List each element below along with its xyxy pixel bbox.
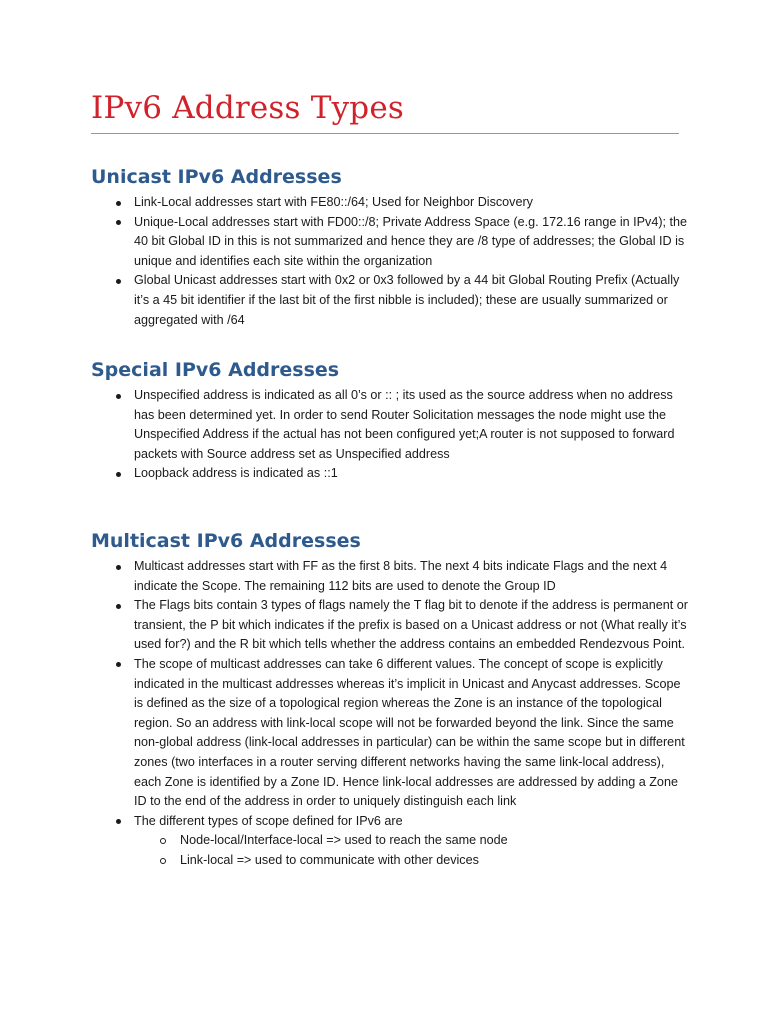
list-item: Multicast addresses start with FF as the first 8 bits. The next 4 bits indicate Flags and the next 4 indicate the Scope. The remaining 112 bits are used to denote the Group ID [134,557,691,596]
multicast-bullet-list [91,557,691,871]
special-bullet-list [91,386,691,484]
section-heading-multicast: Multicast IPv6 Addresses [91,530,361,552]
sub-list-item: Node-local/Interface-local => used to reach the same node [180,831,691,851]
list-item: Global Unicast addresses start with 0x2 or 0x3 followed by a 44 bit Global Routing Prefix (Actually it’s a 45 bit identifier if the last bit of the first nibble is included); these are usually summarized or aggregated with /64 [134,271,691,330]
section-heading-unicast: Unicast IPv6 Addresses [91,166,342,188]
title-underline [91,133,679,134]
list-item: Unspecified address is indicated as all 0’s or :: ; its used as the source address when no address has been determined yet. In order to send Router Solicitation messages the node might use the Unspecified Address if the actual has not been configured yet;A router is not supposed to forward packets with Source address set as Unspecified address [134,386,691,464]
list-item-scope-types [134,812,691,871]
list-item: Link-Local addresses start with FE80::/64; Used for Neighbor Discovery [134,193,691,213]
list-item-text: The different types of scope defined for IPv6 are [134,813,403,828]
page-title: IPv6 Address Types [91,90,404,126]
list-item: The scope of multicast addresses can take 6 different values. The concept of scope is explicitly indicated in the multicast addresses whereas it’s implicit in Unicast and Anycast addresses. Scope is defined as the size of a topological region whereas the Zone is an instance of the topological region. So an address with link-local scope will not be forwarded beyond the link. Since the same non-global address (link-local addresses in particular) can be within the same scope but in different zones (two interfaces in a router serving different networks having the same link-local address), each Zone is identified by a Zone ID. Hence link-local addresses are addressed by adding a Zone ID to the end of the address in order to uniquely distinguish each link [134,655,691,812]
list-item: The Flags bits contain 3 types of flags namely the T flag bit to denote if the address is permanent or transient, the P bit which indicates if the prefix is based on a Unicast address or not (What really it’s used for?) and the R bit which tells whether the address contains an embedded Rendezvous Point. [134,596,691,655]
section-heading-special: Special IPv6 Addresses [91,359,340,381]
sub-list-item: Link-local => used to communicate with other devices [180,851,691,871]
section-multicast [91,528,691,871]
section-special [91,357,691,484]
section-unicast [91,164,691,330]
list-item: Loopback address is indicated as ::1 [134,464,691,484]
unicast-bullet-list [91,193,691,330]
list-item: Unique-Local addresses start with FD00::/8; Private Address Space (e.g. 172.16 range in IPv4); the 40 bit Global ID in this is not summarized and hence they are /8 type of addresses; the Global ID is unique and identifies each site within the organization [134,213,691,272]
scope-sub-list [134,831,691,870]
